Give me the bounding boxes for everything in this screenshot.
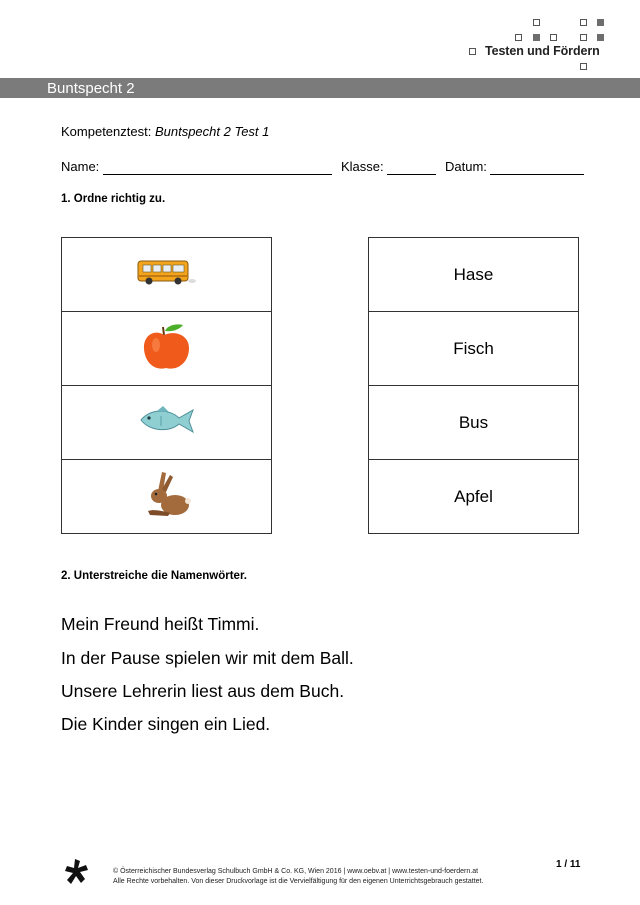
word-cell[interactable] xyxy=(369,312,579,386)
test-title xyxy=(61,124,269,139)
word-cell[interactable] xyxy=(369,238,579,312)
rabbit-picture xyxy=(142,469,192,519)
word-cell[interactable] xyxy=(369,460,579,534)
picture-cell[interactable] xyxy=(62,386,272,460)
oebv-logo-icon xyxy=(64,858,90,886)
copyright-line: © Österreichischer Bundesverlag Schulbuch GmbH & Co. KG, Wien 2016 | www.oebv.at | www.testen-und-foerdern.at xyxy=(113,868,479,875)
bus-picture xyxy=(136,256,198,288)
name-field[interactable] xyxy=(103,174,332,175)
word-label: Bus xyxy=(458,412,489,432)
test-label: Kompetenztest: xyxy=(61,124,155,139)
word-label: Apfel xyxy=(454,486,493,506)
picture-table xyxy=(61,237,272,534)
word-label: Hase xyxy=(453,264,494,284)
fish-picture xyxy=(137,405,197,435)
picture-cell[interactable] xyxy=(62,312,272,386)
page-number: 1 / 11 xyxy=(556,859,581,870)
word-table xyxy=(368,237,579,534)
word-cell[interactable] xyxy=(369,386,579,460)
apple-picture xyxy=(139,317,195,375)
task1-title: 1. Ordne richtig zu. xyxy=(61,193,166,205)
rights-line: Alle Rechte vorbehalten. Von dieser Druckvorlage ist die Vervielfältigung für den eigenen Unterrichtsgebrauch gestattet. xyxy=(113,878,484,885)
date-label: Datum: xyxy=(445,159,487,174)
picture-cell[interactable] xyxy=(62,460,272,534)
sentence[interactable]: In der Pause spielen wir mit dem Ball. xyxy=(61,648,354,668)
word-label: Fisch xyxy=(453,338,494,358)
name-label: Name: xyxy=(61,159,100,174)
test-name: Buntspecht 2 Test 1 xyxy=(154,124,270,139)
date-field[interactable] xyxy=(490,174,584,175)
sentence[interactable]: Unsere Lehrerin liest aus dem Buch. xyxy=(61,681,345,701)
logo-text: Testen und Fördern xyxy=(485,44,600,58)
picture-cell[interactable] xyxy=(62,238,272,312)
page-title: Buntspecht 2 xyxy=(47,80,135,97)
task2-title: 2. Unterstreiche die Namenwörter. xyxy=(61,570,247,582)
class-label: Klasse: xyxy=(341,159,384,174)
sentence[interactable]: Die Kinder singen ein Lied. xyxy=(61,714,271,734)
title-banner xyxy=(0,78,640,98)
sentence[interactable]: Mein Freund heißt Timmi. xyxy=(61,614,260,634)
class-field[interactable] xyxy=(387,174,436,175)
